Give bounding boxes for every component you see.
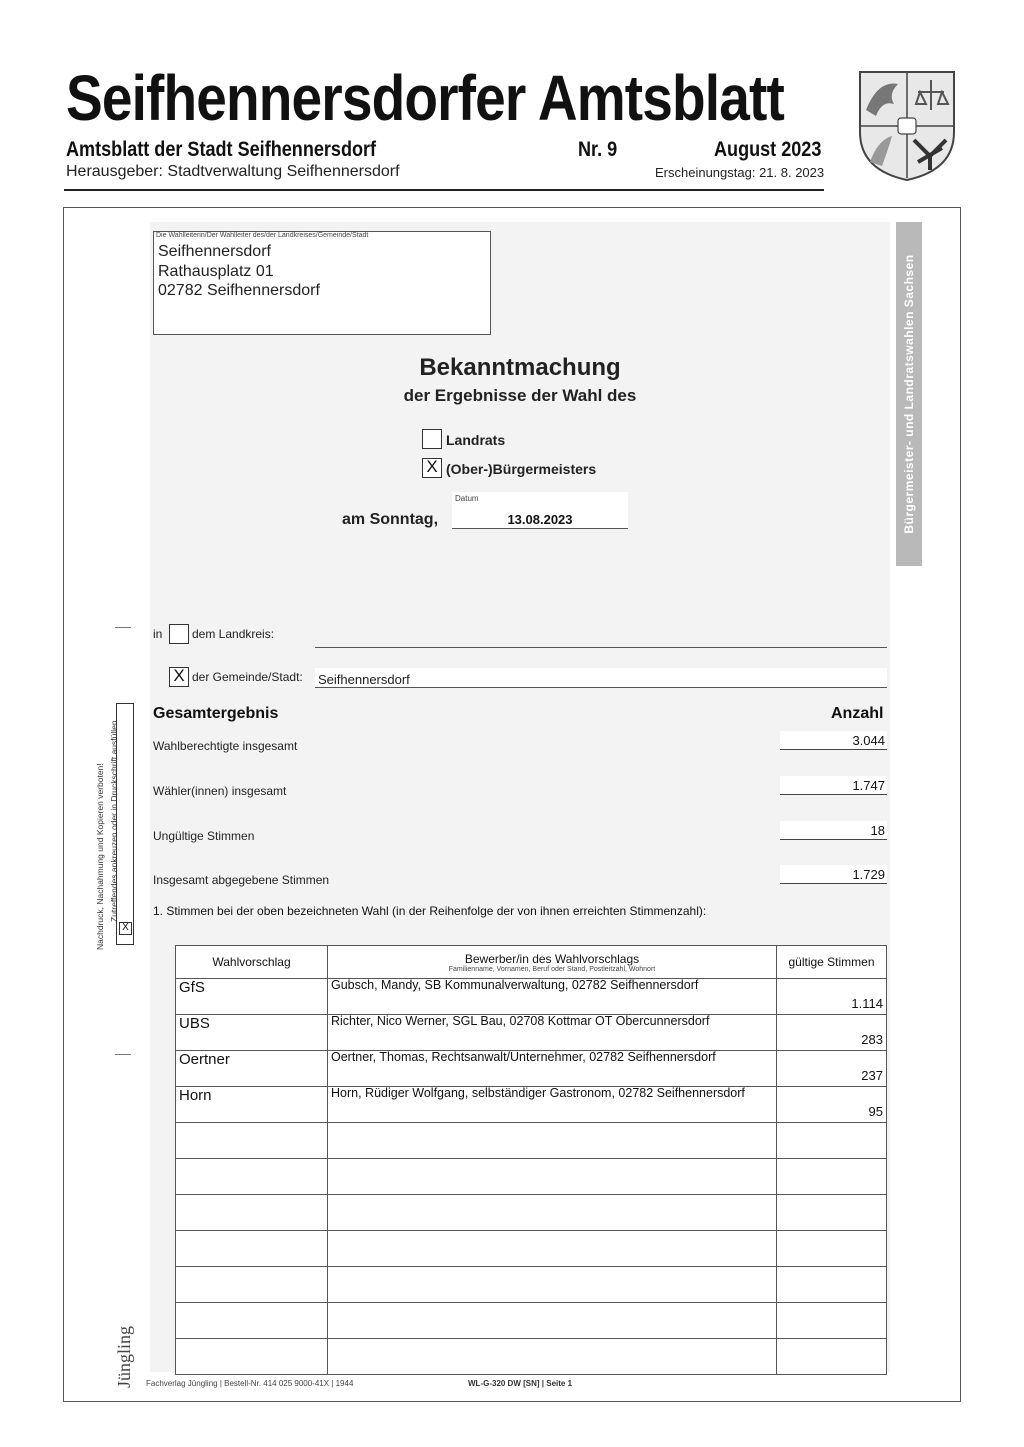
footer-order-number: Fachverlag Jüngling | Bestell-Nr. 414 025 9000-41X | 1944 bbox=[146, 1379, 354, 1388]
date-caption: Datum bbox=[455, 494, 479, 503]
publisher-logo bbox=[108, 1320, 138, 1390]
votes-cell[interactable]: 1.114 bbox=[777, 979, 887, 1015]
in-label: in bbox=[153, 627, 163, 641]
form-subtitle: der Ergebnisse der Wahl des bbox=[403, 386, 637, 405]
count-header: Anzahl bbox=[831, 705, 884, 722]
address-line: Rathausplatz 01 bbox=[158, 263, 274, 280]
table-row bbox=[176, 1303, 887, 1339]
masthead-divider bbox=[64, 189, 824, 191]
fold-mark bbox=[115, 627, 131, 628]
col-party-header: Wahlvorschlag bbox=[176, 946, 328, 979]
total-value-field[interactable] bbox=[780, 776, 887, 795]
votes-cell[interactable]: 283 bbox=[777, 1015, 887, 1051]
candidate-cell[interactable] bbox=[328, 1123, 777, 1159]
table-row bbox=[176, 1231, 887, 1267]
vertical-note-instruction: Zutreffendes ankreuzen oder in Druckschrift ausfüllen bbox=[109, 720, 119, 922]
total-value: 1.729 bbox=[852, 867, 885, 882]
gemeinde-underline bbox=[315, 687, 887, 688]
side-tab bbox=[896, 222, 922, 566]
table-row bbox=[176, 1159, 887, 1195]
issue-month: August 2023 bbox=[714, 138, 822, 161]
party-cell[interactable] bbox=[176, 1339, 328, 1375]
table-row bbox=[176, 1123, 887, 1159]
table-row bbox=[176, 1051, 887, 1087]
label-landrat: Landrats bbox=[446, 432, 506, 448]
total-value-field[interactable] bbox=[780, 821, 887, 840]
total-label: Wähler(innen) insgesamt bbox=[153, 784, 287, 798]
gemeinde-value[interactable]: Seifhennersdorf bbox=[318, 672, 410, 687]
table-row bbox=[176, 1195, 887, 1231]
votes-note: 1. Stimmen bei der oben bezeichneten Wahl (in der Reihenfolge der von ihnen erreichten Stimmenzahl): bbox=[153, 904, 707, 918]
total-value: 18 bbox=[870, 823, 885, 838]
table-row bbox=[176, 979, 887, 1015]
candidate-cell[interactable]: Oertner, Thomas, Rechtsanwalt/Unternehmer, 02782 Seifhennersdorf bbox=[328, 1051, 777, 1087]
col-candidate-header: Bewerber/in des Wahlvorschlags Familienname, Vornamen, Beruf oder Stand, Postleitzahl, Wohnort bbox=[328, 946, 777, 979]
checkbox-gemeinde[interactable]: X bbox=[169, 667, 189, 687]
party-cell[interactable] bbox=[176, 1267, 328, 1303]
publisher-line: Herausgeber: Stadtverwaltung Seifhennersdorf bbox=[66, 163, 400, 180]
checkbox-landrat[interactable] bbox=[422, 429, 442, 449]
party-cell[interactable]: Oertner bbox=[176, 1051, 328, 1087]
party-cell[interactable] bbox=[176, 1195, 328, 1231]
col-votes-header: gültige Stimmen bbox=[777, 946, 887, 979]
candidate-cell[interactable] bbox=[328, 1267, 777, 1303]
votes-cell[interactable] bbox=[777, 1195, 887, 1231]
total-value: 3.044 bbox=[852, 733, 885, 748]
checkbox-buergermeister[interactable]: X bbox=[422, 458, 442, 478]
election-date[interactable]: 13.08.2023 bbox=[507, 512, 573, 527]
gemeinde-label: der Gemeinde/Stadt: bbox=[192, 670, 303, 684]
vertical-note bbox=[92, 700, 132, 950]
votes-cell[interactable] bbox=[777, 1303, 887, 1339]
table-row bbox=[176, 1015, 887, 1051]
publisher-logo-text: Jüngling bbox=[114, 1325, 134, 1388]
votes-cell[interactable]: 95 bbox=[777, 1087, 887, 1123]
newspaper-title: Seifhennersdorfer Amtsblatt bbox=[66, 62, 784, 134]
date-underline bbox=[452, 528, 628, 529]
address-line: Seifhennersdorf bbox=[158, 243, 271, 260]
total-label: Ungültige Stimmen bbox=[153, 829, 255, 843]
sunday-label: am Sonntag, bbox=[342, 511, 439, 528]
col-candidate-subheader: Familienname, Vornamen, Beruf oder Stand, Postleitzahl, Wohnort bbox=[448, 965, 656, 973]
total-value: 1.747 bbox=[852, 778, 885, 793]
vertical-note-copyright: Nachdruck, Nachahmung und Kopieren verboten! bbox=[95, 763, 105, 950]
total-label: Wahlberechtigte insgesamt bbox=[153, 739, 298, 753]
votes-cell[interactable] bbox=[777, 1123, 887, 1159]
fold-mark bbox=[115, 1054, 131, 1055]
candidate-cell[interactable] bbox=[328, 1159, 777, 1195]
total-label: Insgesamt abgegebene Stimmen bbox=[153, 873, 330, 887]
party-cell[interactable] bbox=[176, 1159, 328, 1195]
result-title: Gesamtergebnis bbox=[153, 705, 279, 722]
votes-cell[interactable] bbox=[777, 1159, 887, 1195]
table-row bbox=[176, 1087, 887, 1123]
candidate-cell[interactable] bbox=[328, 1231, 777, 1267]
candidate-cell[interactable]: Gubsch, Mandy, SB Kommunalverwaltung, 02782 Seifhennersdorf bbox=[328, 979, 777, 1015]
address-caption: Die Wahlleiterin/Der Wahlleiter des/der Landkreises/Gemeinde/Stadt bbox=[156, 232, 369, 239]
total-value-field[interactable] bbox=[780, 731, 887, 750]
results-table bbox=[175, 945, 887, 1375]
party-cell[interactable]: UBS bbox=[176, 1015, 328, 1051]
party-cell[interactable] bbox=[176, 1231, 328, 1267]
votes-cell[interactable]: 237 bbox=[777, 1051, 887, 1087]
votes-cell[interactable] bbox=[777, 1231, 887, 1267]
landkreis-label: dem Landkreis: bbox=[192, 627, 275, 641]
candidate-cell[interactable]: Horn, Rüdiger Wolfgang, selbständiger Gastronom, 02782 Seifhennersdorf bbox=[328, 1087, 777, 1123]
votes-cell[interactable] bbox=[777, 1267, 887, 1303]
candidate-cell[interactable] bbox=[328, 1339, 777, 1375]
form-title: Bekanntmachung bbox=[419, 354, 621, 381]
votes-cell[interactable] bbox=[777, 1339, 887, 1375]
total-value-field[interactable] bbox=[780, 865, 887, 884]
candidate-cell[interactable]: Richter, Nico Werner, SGL Bau, 02708 Kottmar OT Obercunnersdorf bbox=[328, 1015, 777, 1051]
release-date: Erscheinungstag: 21. 8. 2023 bbox=[655, 165, 825, 180]
checkbox-landkreis[interactable] bbox=[169, 624, 189, 644]
table-header-row bbox=[176, 946, 887, 979]
landkreis-underline bbox=[315, 647, 887, 648]
label-buergermeister: (Ober-)Bürgermeisters bbox=[446, 461, 597, 477]
table-row bbox=[176, 1339, 887, 1375]
party-cell[interactable]: GfS bbox=[176, 979, 328, 1015]
party-cell[interactable] bbox=[176, 1123, 328, 1159]
footer-form-code: WL-G-320 DW [SN] | Seite 1 bbox=[468, 1379, 573, 1388]
party-cell[interactable] bbox=[176, 1303, 328, 1339]
candidate-cell[interactable] bbox=[328, 1303, 777, 1339]
address-line: 02782 Seifhennersdorf bbox=[158, 282, 320, 299]
table-row bbox=[176, 1267, 887, 1303]
issue-number: Nr. 9 bbox=[578, 138, 618, 161]
party-cell[interactable]: Horn bbox=[176, 1087, 328, 1123]
candidate-cell[interactable] bbox=[328, 1195, 777, 1231]
side-tab-label: Bürgermeister- und Landratswahlen Sachsen bbox=[902, 254, 916, 534]
vertical-note-checkbox: X bbox=[119, 922, 132, 935]
coat-of-arms-icon bbox=[858, 70, 956, 182]
newspaper-subtitle: Amtsblatt der Stadt Seifhennersdorf bbox=[66, 138, 377, 161]
